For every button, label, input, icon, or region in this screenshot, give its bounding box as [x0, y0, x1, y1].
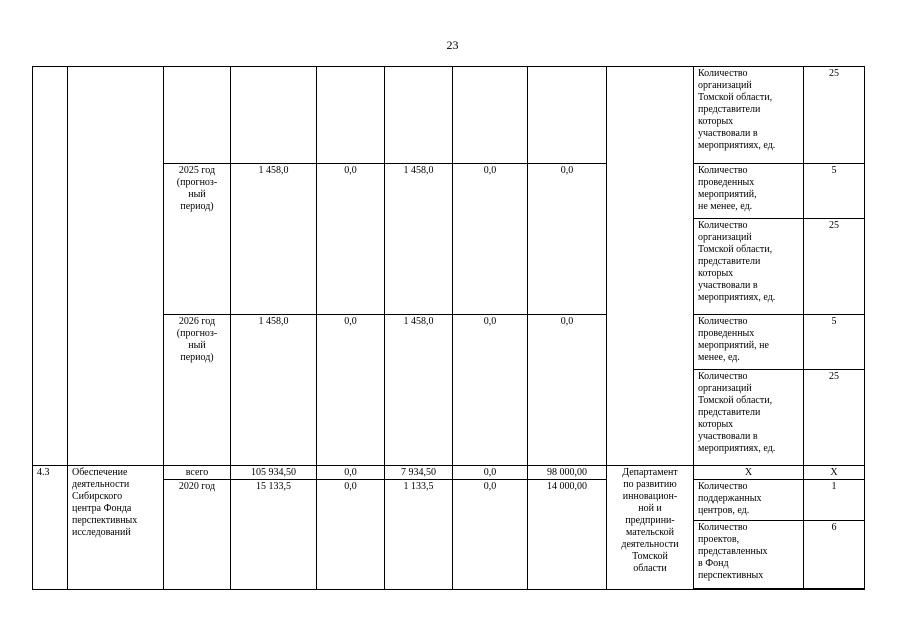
cell-num	[33, 67, 68, 466]
cell-total: 1 458,0	[231, 315, 317, 466]
cell-name	[68, 67, 164, 466]
cell-local: 0,0	[453, 315, 528, 466]
indicator-value: 25	[804, 219, 865, 315]
indicator-name: Количество организаций Томской области, представители которых участвовали в мероприятиях, ед.	[694, 219, 804, 315]
cell-regional: 1 458,0	[385, 315, 453, 466]
cell-federal: 0,0	[317, 315, 385, 466]
cell-executor: Департамент по развитию инновацион- ной и предприни- мательской деятельности Томской области	[607, 466, 694, 590]
cell-extrabudget: 0,0	[528, 315, 607, 466]
cell-federal: 0,0	[317, 466, 385, 480]
spacer-cell	[694, 589, 804, 590]
cell-name: Обеспечение деятельности Сибирского центра Фонда перспективных исследований	[68, 466, 164, 590]
cell-regional: 1 133,5	[385, 480, 453, 590]
cell-local: 0,0	[453, 164, 528, 315]
table-row	[33, 67, 865, 164]
cell-year	[164, 67, 231, 164]
cell-regional: 7 934,50	[385, 466, 453, 480]
indicator-value: Х	[804, 466, 865, 480]
indicator-name: Х	[694, 466, 804, 480]
cell-federal	[317, 67, 385, 164]
page-number: 23	[446, 38, 459, 52]
cell-federal: 0,0	[317, 480, 385, 590]
cell-year: 2026 год (прогноз- ный период)	[164, 315, 231, 466]
cell-local: 0,0	[453, 466, 528, 480]
indicator-name: Количество поддержанных центров, ед.	[694, 480, 804, 521]
indicator-value: 25	[804, 370, 865, 466]
cell-local: 0,0	[453, 480, 528, 590]
cell-year: 2020 год	[164, 480, 231, 590]
indicator-value: 5	[804, 315, 865, 370]
cell-local	[453, 67, 528, 164]
indicator-value: 6	[804, 521, 865, 589]
indicator-name: Количество организаций Томской области, представители которых участвовали в мероприятиях, ед.	[694, 67, 804, 164]
indicator-value: 25	[804, 67, 865, 164]
cell-extrabudget	[528, 67, 607, 164]
cell-total	[231, 67, 317, 164]
cell-federal: 0,0	[317, 164, 385, 315]
indicator-value: 1	[804, 480, 865, 521]
cell-extrabudget: 14 000,00	[528, 480, 607, 590]
cell-total: 105 934,50	[231, 466, 317, 480]
cell-regional	[385, 67, 453, 164]
cell-num: 4.3	[33, 466, 68, 590]
cell-total: 15 133,5	[231, 480, 317, 590]
cell-year: всего	[164, 466, 231, 480]
indicator-name: Количество проведенных мероприятий, не менее, ед.	[694, 164, 804, 219]
indicator-name: Количество проведенных мероприятий, не менее, ед.	[694, 315, 804, 370]
table-row	[33, 466, 865, 480]
cell-regional: 1 458,0	[385, 164, 453, 315]
cell-extrabudget: 98 000,00	[528, 466, 607, 480]
cell-year: 2025 год (прогноз- ный период)	[164, 164, 231, 315]
spacer-cell	[804, 589, 865, 590]
cell-extrabudget: 0,0	[528, 164, 607, 315]
indicator-name: Количество организаций Томской области, представители которых участвовали в мероприятиях, ед.	[694, 370, 804, 466]
cell-total: 1 458,0	[231, 164, 317, 315]
program-table	[32, 66, 865, 590]
indicator-value: 5	[804, 164, 865, 219]
indicator-name: Количество проектов, представленных в Фонд перспективных	[694, 521, 804, 589]
cell-executor	[607, 67, 694, 466]
